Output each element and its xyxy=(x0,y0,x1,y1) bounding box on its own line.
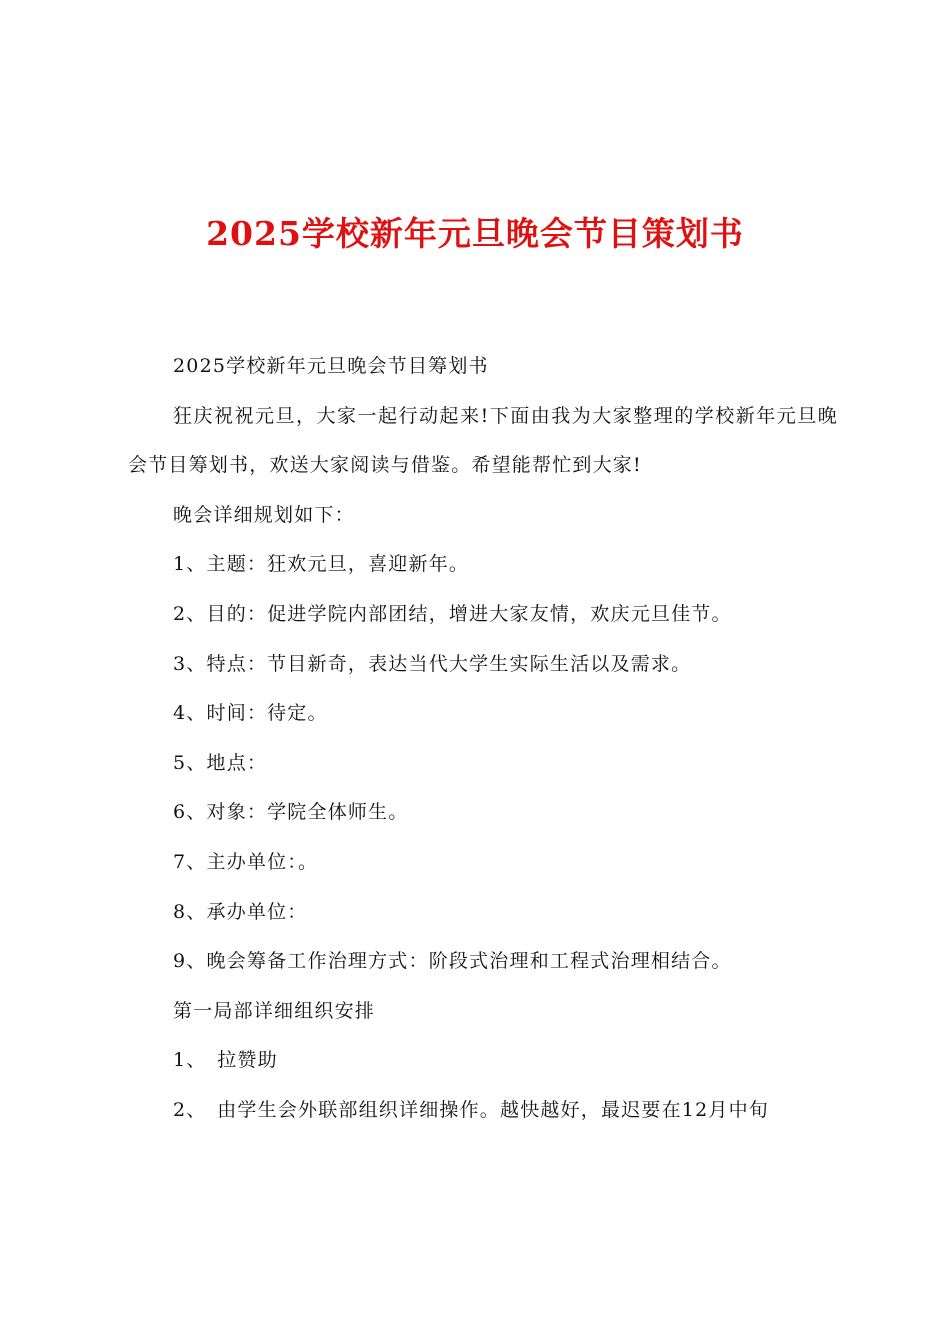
list-item-theme: 1、主题：狂欢元旦，喜迎新年。 xyxy=(173,553,470,576)
list-item-organizer: 7、主办单位：。 xyxy=(173,850,319,873)
list-item-purpose: 2、目的：促进学院内部团结，增进大家友情，欢庆元旦佳节。 xyxy=(173,602,732,625)
document-body xyxy=(128,342,838,1136)
list-item-co-organizer: 8、承办单位： xyxy=(173,900,308,923)
paragraph-intro: 狂庆祝祝元旦，大家一起行动起来!下面由我为大家整理的学校新年元旦晚会节目筹划书，欢送大家阅读与借鉴。希望能帮忙到大家! xyxy=(128,404,838,477)
paragraph-subtitle: 2025学校新年元旦晚会节目筹划书 xyxy=(173,355,489,377)
list-item-operation: 2、 由学生会外联部组织详细操作。越快越好，最迟要在12月中旬 xyxy=(173,1098,769,1121)
document-title: 2025学校新年元旦晚会节目策划书 xyxy=(206,214,744,253)
section-heading-part-one: 第一局部详细组织安排 xyxy=(173,999,376,1022)
list-item-sponsorship: 1、 拉赞助 xyxy=(173,1049,278,1072)
list-item-location: 5、地点： xyxy=(173,751,268,774)
list-item-time: 4、时间：待定。 xyxy=(173,702,328,725)
paragraph-plan-heading: 晚会详细规划如下： xyxy=(173,503,355,526)
list-item-features: 3、特点：节目新奇，表达当代大学生实际生活以及需求。 xyxy=(173,652,692,675)
list-item-management: 9、晚会筹备工作治理方式：阶段式治理和工程式治理相结合。 xyxy=(173,950,732,973)
list-item-audience: 6、对象：学院全体师生。 xyxy=(173,801,409,824)
